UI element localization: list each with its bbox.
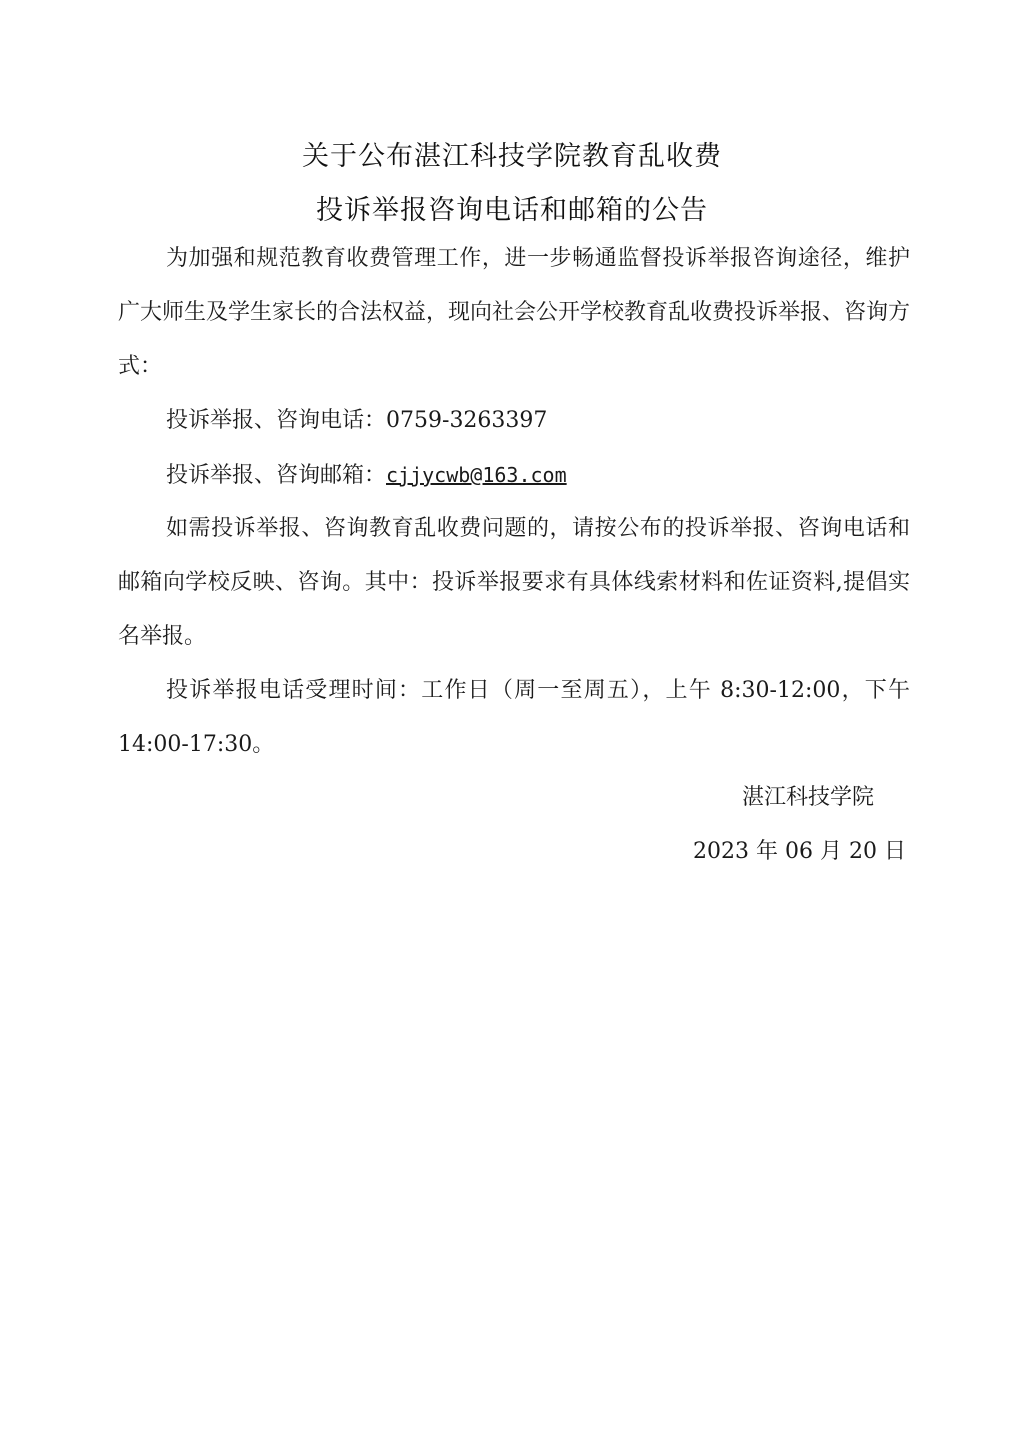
email-link[interactable]: cjjycwb@163.com — [386, 463, 567, 487]
phone-number: 0759-3263397 — [386, 408, 548, 433]
email-label: 投诉举报、咨询邮箱： — [166, 463, 387, 488]
signature-organization: 湛江科技学院 — [741, 785, 874, 810]
document-title-line2: 投诉举报咨询电话和邮箱的公告 — [316, 195, 708, 226]
contact-email-line — [118, 448, 910, 503]
contact-phone-line — [118, 394, 910, 448]
paragraph-hours: 投诉举报电话受理时间：工作日（周一至周五），上午 8:30-12:00，下午 14:00-17:30。 — [118, 678, 910, 757]
phone-label: 投诉举报、咨询电话： — [166, 408, 387, 433]
document-title-line1: 关于公布湛江科技学院教育乱收费 — [302, 141, 722, 172]
signature-date: 2023 年 06 月 20 日 — [693, 839, 906, 864]
paragraph-intro: 为加强和规范教育收费管理工作，进一步畅通监督投诉举报咨询途径，维护广大师生及学生家长的合法权益，现向社会公开学校教育乱收费投诉举报、咨询方式： — [118, 246, 911, 379]
paragraph-instructions: 如需投诉举报、咨询教育乱收费问题的，请按公布的投诉举报、咨询电话和邮箱向学校反映、咨询。其中：投诉举报要求有具体线索材料和佐证资料,提倡实名举报。 — [118, 516, 910, 649]
